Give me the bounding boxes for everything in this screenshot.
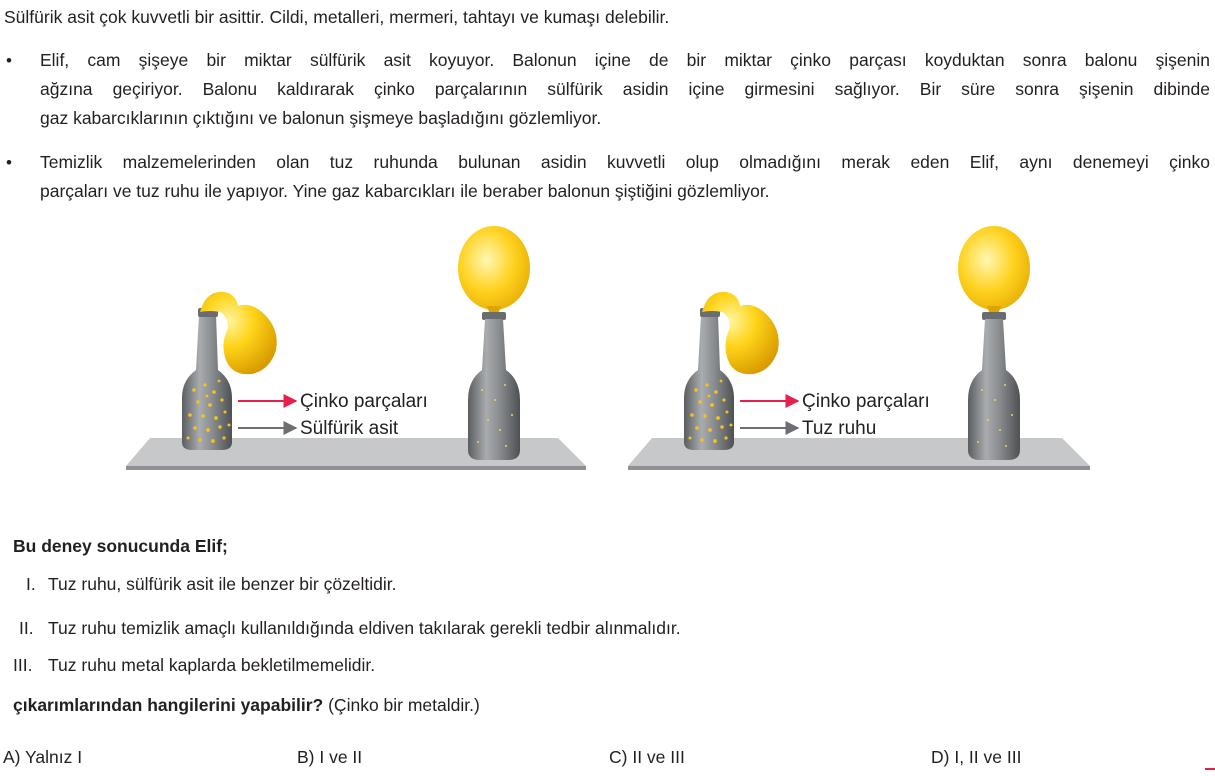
statement-number: II.: [19, 618, 34, 638]
option-c[interactable]: C) II ve III: [609, 747, 685, 767]
option-d[interactable]: D) I, II ve III: [931, 747, 1022, 767]
statement-number: III.: [13, 655, 33, 675]
right-scene: [628, 226, 1090, 470]
option-a[interactable]: A) Yalnız I: [3, 747, 83, 767]
paragraph-line: Elif, cam şişeye bir miktar sülfürik asit koyuyor. Balonun içine de bir miktar çinko parçası koyduktan sonra balonu şişenin: [40, 50, 1210, 70]
option-b[interactable]: B) I ve II: [297, 747, 363, 767]
left-scene: [126, 226, 586, 470]
statement-text: Tuz ruhu metal kaplarda bekletilmemelidir.: [48, 655, 376, 675]
bullet-marker: •: [6, 51, 12, 70]
bullet-paragraph-2: [40, 148, 1210, 206]
intro-text: Sülfürik asit çok kuvvetli bir asittir. Cildi, metalleri, mermeri, tahtayı ve kumaşı delebilir.: [4, 7, 670, 27]
paragraph-line: ağzına geçiriyor. Balonu kaldırarak çinko parçalarının sülfürik asidin içine girmesini sağlıyor. Bir süre sonra şişenin dibinde: [40, 79, 1210, 99]
statement-text: Tuz ruhu, sülfürik asit ile benzer bir çözeltidir.: [48, 574, 397, 594]
bottle-with-inflated-balloon: [958, 226, 1030, 460]
prompt-note: (Çinko bir metaldir.): [328, 695, 480, 715]
experiment-illustration: [0, 220, 1215, 480]
question-prompt: [13, 690, 480, 720]
paragraph-line: parçaları ve tuz ruhu ile yapıyor. Yine gaz kabarcıkları ile beraber balonun şiştiğini gözlemliyor.: [40, 181, 770, 201]
paragraph-line: gaz kabarcıklarının çıktığını ve balonun şişmeye başladığını gözlemliyor.: [40, 108, 602, 128]
label-hydrochloric: Tuz ruhu: [802, 418, 877, 439]
bullet-paragraph-1: [40, 46, 1210, 133]
statement-number: I.: [26, 574, 36, 594]
label-zinc: Çinko parçaları: [802, 391, 930, 412]
bottle-with-deflated-balloon: [684, 292, 779, 450]
bullet-marker: •: [6, 153, 12, 172]
label-zinc: Çinko parçaları: [300, 391, 428, 412]
label-acid: Sülfürik asit: [300, 418, 399, 439]
bottle-with-inflated-balloon: [458, 226, 530, 460]
prompt-bold: çıkarımlarından hangilerini yapabilir?: [13, 695, 324, 715]
paragraph-line: Temizlik malzemelerinden olan tuz ruhunda bulunan asidin kuvvetli olup olmadığını merak eden Elif, aynı denemeyi çinko: [40, 152, 1210, 172]
statement-text: Tuz ruhu temizlik amaçlı kullanıldığında eldiven takılarak gerekli tedbir alınmalıdır.: [48, 618, 681, 638]
bottle-with-deflated-balloon: [182, 292, 277, 450]
question-heading: Bu deney sonucunda Elif;: [13, 536, 228, 556]
corner-mark: [1205, 768, 1215, 770]
